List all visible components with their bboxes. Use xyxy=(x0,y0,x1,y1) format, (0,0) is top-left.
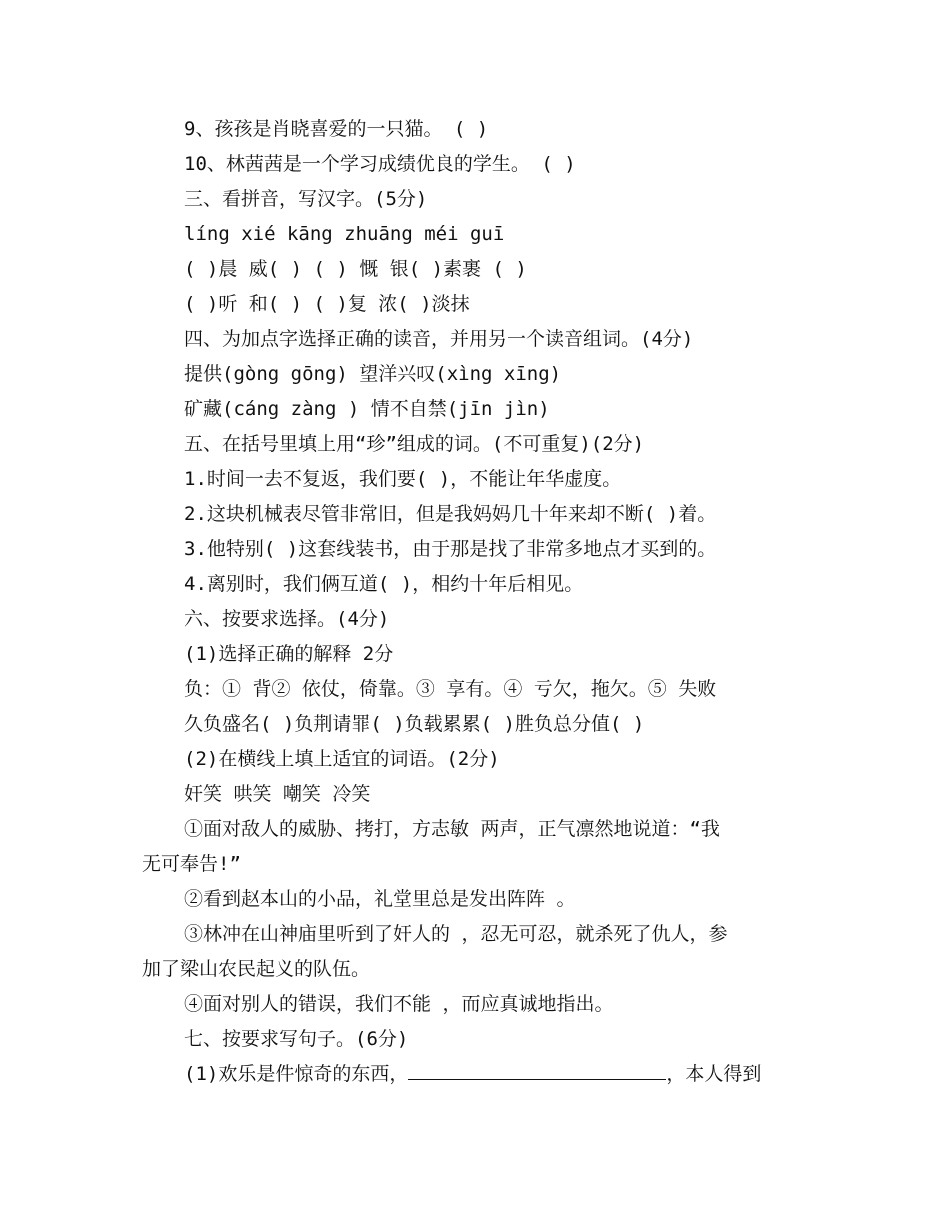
fill-sentence-4: 4.离别时，我们俩互道( )，相约十年后相见。 xyxy=(184,573,584,595)
pinyin-row: líng xié kāng zhuāng méi guī xyxy=(184,223,505,245)
section-6-heading: 六、按要求选择。(4分) xyxy=(184,608,390,630)
sentence-writing-1-start: (1)欢乐是件惊奇的东西， xyxy=(184,1063,409,1085)
word-bank: 奸笑 哄笑 嘲笑 冷笑 xyxy=(184,783,371,805)
pronunciation-row-2: 矿藏(cáng zàng ) 情不自禁(jīn jìn) xyxy=(184,398,550,420)
blank-sentence-1-cont: 无可奉告!” xyxy=(142,853,241,875)
blank-sentence-3-cont: 加了梁山农民起义的队伍。 xyxy=(142,958,371,980)
definition-choices: 久负盛名( )负荆请罪( )负载累累( )胜负总分值( ) xyxy=(184,713,645,735)
subquestion-1-heading: (1)选择正确的解释 2分 xyxy=(184,643,394,665)
section-3-heading: 三、看拼音，写汉字。(5分) xyxy=(184,188,428,210)
section-7-heading: 七、按要求写句子。(6分) xyxy=(184,1028,409,1050)
fill-sentence-3: 3.他特别( )这套线装书，由于那是找了非常多地点才买到的。 xyxy=(184,538,717,560)
subquestion-2-heading: (2)在横线上填上适宜的词语。(2分) xyxy=(184,748,500,770)
sentence-writing-1 xyxy=(0,1057,950,1092)
definition-list: 负：① 背② 依仗，倚靠。③ 享有。④ 亏欠，拖欠。⑤ 失败 xyxy=(184,678,717,700)
hanzi-row-1: ( )晨 威( ) ( ) 慨 银( )素裹 ( ) xyxy=(184,258,527,280)
fill-sentence-1: 1.时间一去不复返，我们要( )，不能让年华虚度。 xyxy=(184,468,622,490)
sentence-writing-1-end: ，本人得到 xyxy=(666,1063,762,1085)
answer-blank[interactable] xyxy=(408,1057,666,1080)
blank-sentence-4: ④面对别人的错误，我们不能 ，而应真诚地指出。 xyxy=(184,993,614,1015)
blank-sentence-2: ②看到赵本山的小品，礼堂里总是发出阵阵 。 xyxy=(184,888,576,910)
pronunciation-row-1: 提供(gòng gōng) 望洋兴叹(xìng xīng) xyxy=(184,363,562,385)
fill-sentence-2: 2.这块机械表尽管非常旧，但是我妈妈几十年来却不断( )着。 xyxy=(184,503,717,525)
question-10: 10、林茜茜是一个学习成绩优良的学生。 ( ) xyxy=(184,153,576,175)
section-4-heading: 四、为加点字选择正确的读音，并用另一个读音组词。(4分) xyxy=(184,328,694,350)
section-5-heading: 五、在括号里填上用“珍”组成的词。(不可重复)(2分) xyxy=(184,433,645,455)
worksheet-page xyxy=(0,112,950,1092)
blank-sentence-1: ①面对敌人的威胁、拷打，方志敏 两声，正气凛然地说道：“我 xyxy=(184,818,720,840)
blank-sentence-3: ③林冲在山神庙里听到了奸人的 ，忍无可忍，就杀死了仇人，参 xyxy=(184,923,728,945)
question-9: 9、孩孩是肖晓喜爱的一只猫。 ( ) xyxy=(184,118,489,140)
hanzi-row-2: ( )听 和( ) ( )复 浓( )淡抹 xyxy=(184,293,470,315)
